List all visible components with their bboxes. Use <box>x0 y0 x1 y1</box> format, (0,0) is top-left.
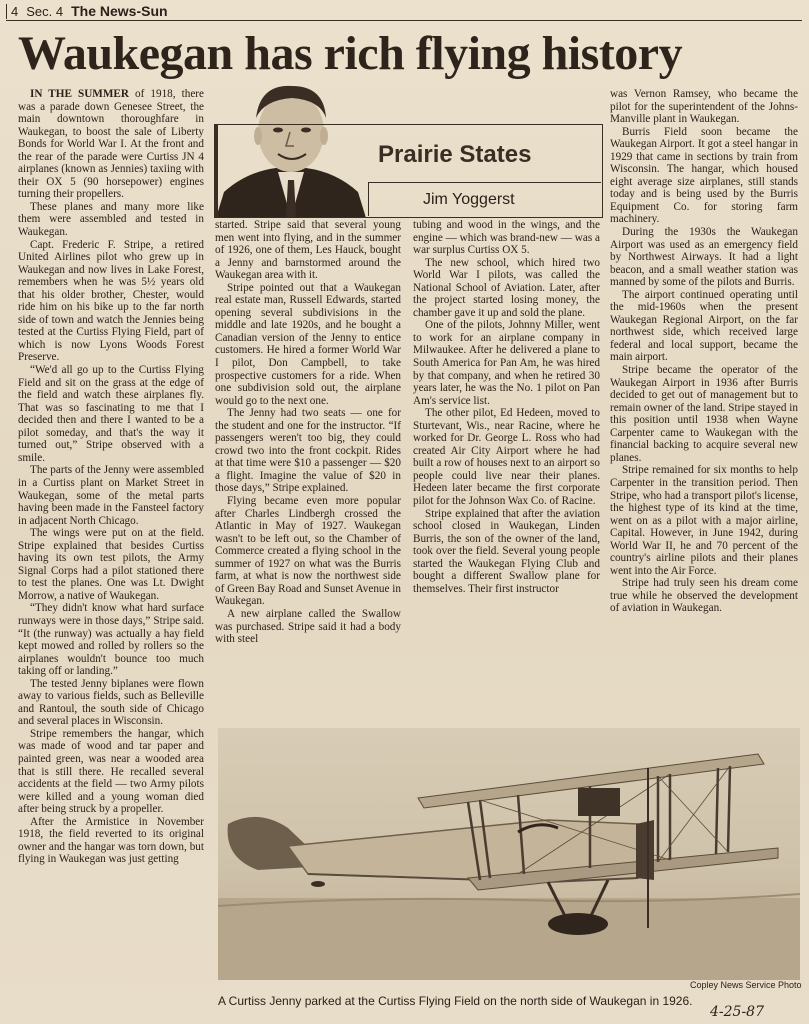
paragraph: Stripe pointed out that a Waukegan real estate man, Russell Edwards, started opening several subdivisions in the middle and late 1920s, and he bought a Canadian version of the Jenny to entice customers. He hired a former World War I pilot, Don Campbell, to take prospective customers for a ride. When one subdivision sold out, the airplane would go to the next one. <box>215 281 401 407</box>
paragraph: The wings were put on at the field. Stripe explained that besides Curtiss having its own test pilots, the Army Signal Corps had a pilot stationed there to test the planes. One was Lt. Dwight Morrow, a native of Waukegan. <box>18 527 204 602</box>
paragraph: “They didn't know what hard surface runways were in those days,” Stripe said. “It (the runway) was actually a hay field kept mowed and rolled by rollers so the airplanes wouldn't bounce too much taking off or landing.” <box>18 602 204 678</box>
byline-box <box>368 182 601 216</box>
paragraph: Stripe had truly seen his dream come true while he observed the development of aviation in Waukegan. <box>610 577 798 615</box>
lead-caps: IN THE SUMMER <box>30 88 129 100</box>
paragraph: One of the pilots, Johnny Miller, went to work for an airplane company in Milwaukee. After he delivered a plane to South America for Pan Am, he was hired by that company, and when he retired 30 years later, he was the No. 1 pilot on Pan Am's service list. <box>413 319 600 407</box>
article-column-4 <box>610 88 798 615</box>
paragraph: Burris Field soon became the Waukegan Airport. It got a steel hangar in 1929 that came in sections by train from Wisconsin. The hangar, which housed eight average size airplanes, still stands today and is being used by the Burris Equipment Co. for storing farm machinery. <box>610 125 798 226</box>
paragraph: started. Stripe said that several young men went into flying, and in the summer of 1926, one of them, Les Hauck, bought a Jenny and barnstormed around the Waukegan area with it. <box>215 219 401 282</box>
paragraph: The other pilot, Ed Hedeen, moved to Sturtevant, Wis., near Racine, where he worked for Dr. George L. Ross who had created Air City Airport where he had built a row of houses next to an airport so people could live near their planes. Hedeen later became the first corporate pilot for the Johnson Wax Co. of Racine. <box>413 407 600 508</box>
masthead <box>6 2 802 21</box>
paragraph: These planes and many more like them were assembled and tested in Waukegan. <box>18 200 204 239</box>
page-number: 4 <box>6 4 18 19</box>
paragraph: Stripe became the operator of the Waukegan Airport in 1936 after Burris decided to get out of management but to remain owner of the land. Stripe stayed in this position until 1938 when Wayne Carpenter came to Waukegan with the financial backing to acquire several new planes. <box>610 364 798 464</box>
headline: Waukegan has rich flying history <box>18 27 683 80</box>
paragraph: The parts of the Jenny were assembled in a Curtiss plant on Market Street in Waukegan, some of the metal parts having been made in the Fansteel factory in adjacent North Chicago. <box>18 464 204 527</box>
byline: Jim Yoggerst <box>423 191 515 208</box>
paragraph: Flying became even more popular after Charles Lindbergh crossed the Atlantic in May of 1927. Waukegan wasn't to be left out, so the Chamber of Commerce created a flying school in the summer of 1927 on what was the Burris farm, at what is now the northwest side of Green Bay Road and Sunset Avenue in Waukegan. <box>215 495 401 608</box>
paragraph: The tested Jenny biplanes were flown away to various fields, such as Belleville and Rantoul, the south side of Chicago and several places in Wisconsin. <box>18 677 204 728</box>
article-column-1 <box>18 88 204 866</box>
paragraph: tubing and wood in the wings, and the engine — which was brand-new — was a war surplus Curtiss OX 5. <box>413 219 600 257</box>
paragraph <box>18 88 204 201</box>
paragraph: was Vernon Ramsey, who became the pilot for the superintendent of the Johns-Manville plant in Waukegan. <box>610 88 798 126</box>
section-label: Sec. 4 <box>26 3 64 19</box>
paper-name: The News-Sun <box>71 3 168 19</box>
column-logo-box <box>214 124 603 218</box>
biplane-photo <box>218 728 800 980</box>
article-column-3 <box>413 219 600 595</box>
paragraph: “We'd all go up to the Curtiss Flying Field and sit on the grass at the edge of the field and watch these airplanes fly. That was so fascinating to me that I decided then and there I wanted to be a pilot someday, and that's the way it turned out,” Stripe observed with a smile. <box>18 364 204 464</box>
column-title: Prairie States <box>378 141 532 168</box>
photo-caption: A Curtiss Jenny parked at the Curtiss Flying Field on the north side of Waukegan in 1926. <box>218 994 693 1008</box>
paragraph: During the 1930s the Waukegan Airport was used as an emergency field by Northwest Airways. It had a light beacon, and a small weather station was manned by some of the pilots and Burris. <box>610 226 798 289</box>
paragraph: Stripe explained that after the aviation school closed in Waukegan, Linden Burris, the son of the owner of the land, took over the field. Several young people started the Waukegan Flying Club and bought a different Swallow plane for themselves. Their first instructor <box>413 507 600 595</box>
paragraph: After the Armistice in November 1918, the field reverted to its original owner and the hangar was torn down, but flying in Waukegan was just getting <box>18 815 204 866</box>
paragraph: The new school, which hired two World War I pilots, was called the National School of Aviation. Later, after the project started losing money, the chamber gave it up and sold the plane. <box>413 256 600 319</box>
paragraph: The Jenny had two seats — one for the student and one for the instructor. “If passengers weren't too big, they could crowd two into the front cockpit. Rides at that time were $10 a passenger — $20 a flight. Imagine the value of $20 in those days,” Stripe explained. <box>215 407 401 495</box>
paragraph: Capt. Frederic F. Stripe, a retired United Airlines pilot who grew up in Waukegan and now lives in Lake Forest, remembers when he was 5½ years old that his older brother, Chester, would ride him on his bike up to the far north side of town and watch the Jennies being tested at the Curtiss Flying Field, part of which is now Lyons Woods Forest Preserve. <box>18 238 204 364</box>
paragraph: Stripe remained for six months to help Carpenter in the transition period. Then Stripe, who had a transport pilot's license, the highest type of its kind at the time, went on as a pilot with a major airline, Capital. However, in June 1942, during World War II, he and 70 percent of the country's airline pilots and their planes went into the Air Force. <box>610 464 798 577</box>
paragraph: The airport continued operating until the mid-1960s when the present Waukegan Regional Airport, on the far northwest side, which received large federal and local support, became the main airport. <box>610 288 798 364</box>
photo-credit: Copley News Service Photo <box>690 980 802 990</box>
paragraph: Stripe remembers the hangar, which was made of wood and tar paper and painted green, was near a wooded area that is still there. He recalled several accidents at the field — two Army pilots were killed and a young woman died after being struck by a propeller. <box>18 727 204 816</box>
handwritten-date: 4-25-87 <box>710 1004 764 1020</box>
paragraph: A new airplane called the Swallow was purchased. Stripe said it had a body with steel <box>215 607 401 646</box>
article-column-2 <box>215 219 401 646</box>
lead-text: of 1918, there was a parade down Genesee Street, the main downtown thoroughfare in Waukegan, to boost the sale of Liberty Bonds for World War I. At the front and the rear of the parade were Curtiss JN 4 airplanes (known as Jennies) taxiing with their OX 5 (90 horsepower) engines turning their propellers. <box>18 88 204 201</box>
